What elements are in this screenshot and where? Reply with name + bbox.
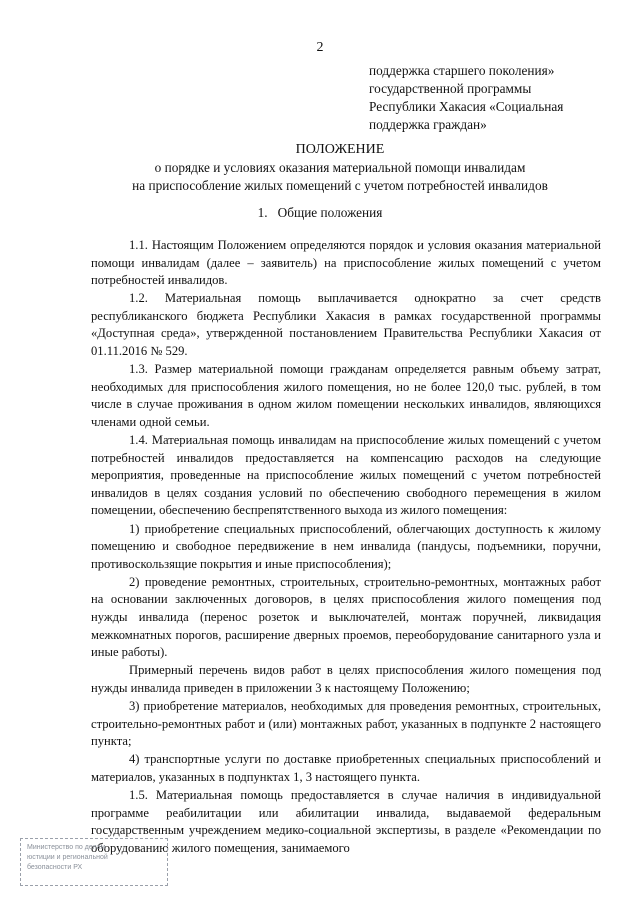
list-item-4: 4) транспортные услуги по доставке приобретенных специальных приспособлений и материалов, указанных в подпунктах 1, 3 настоящего пункта. <box>91 752 601 784</box>
document-title: ПОЛОЖЕНИЕ <box>295 142 385 157</box>
header-line: поддержка граждан» <box>369 117 487 132</box>
stamp-line: безопасности РХ <box>27 864 83 871</box>
paragraph-1-5: 1.5. Материальная помощь предоставляется в случае наличия в индивидуальной программе реабилитации или абилитации инвалида, выдаваемой федеральным государственным учреждением медико-социальной экспертизы, в разделе «Рекомендации по оборудованию жилого помещения, занимаемого <box>91 787 601 855</box>
page-number: 2 <box>316 40 324 55</box>
paragraph-1-4: 1.4. Материальная помощь инвалидам на приспособление жилых помещений с учетом потребностей инвалидов предоставляется на компенсацию расходов на следующие мероприятия, проведенные на приспособление жилых помещений с учетом потребностей инвалидов в целях создания условий по обеспечению свободного перемещения в жилом помещении, обеспечению беспрепятственного выхода из жилого помещения: <box>91 433 601 518</box>
paragraph-1-1: 1.1. Настоящим Положением определяются порядок и условия оказания материальной помощи инвалидам (далее – заявитель) на приспособление жилых помещений с учетом потребностей инвалидов. <box>91 238 601 288</box>
paragraph-1-3: 1.3. Размер материальной помощи гражданам определяется равным объему затрат, необходимых для приспособления жилого помещения, но не более 120,0 тыс. рублей, в том числе в случае проживания в одном жилом помещении нескольких инвалидов, являющихся членами одной семьи. <box>91 362 601 429</box>
list-note: Примерный перечень видов работ в целях приспособления жилого помещения под нужды инвалида приведен в приложении 3 к настоящему Положению; <box>91 663 601 695</box>
section-heading: 1. Общие положения <box>257 205 383 220</box>
registration-stamp <box>20 838 168 886</box>
document-subtitle-line: на приспособление жилых помещений с учетом потребностей инвалидов <box>132 178 548 193</box>
document-subtitle-line: о порядке и условиях оказания материальной помощи инвалидам <box>154 160 526 175</box>
paragraph-1-2: 1.2. Материальная помощь выплачивается однократно за счет средств республиканского бюджета Республики Хакасия в рамках государственной программы «Доступная среда», утвержденной постановлением Правительства Республики Хакасия от 01.11.2016 № 529. <box>91 291 601 359</box>
header-line: государственной программы <box>369 81 532 96</box>
stamp-line: юстиции и региональной <box>27 854 108 861</box>
header-line: Республики Хакасия «Социальная <box>369 99 564 114</box>
list-item-3: 3) приобретение материалов, необходимых для проведения ремонтных, строительных, строительно-ремонтных работ и (или) монтажных работ, указанных в подпункте 2 настоящего пункта; <box>91 698 601 749</box>
appendix-header <box>369 62 609 134</box>
stamp-line: Министерство по делам <box>27 844 106 851</box>
title-block <box>60 141 620 195</box>
list-item-1: 1) приобретение специальных приспособлений, облегчающих доступность к жилому помещению и свободное передвижение в нем инвалида (пандусы, подъемники, поручни, противоскользящие покрытия и иные приспособления); <box>91 521 601 571</box>
document-body <box>91 237 601 857</box>
header-line: поддержка старшего поколения» <box>369 63 555 78</box>
list-item-2: 2) проведение ремонтных, строительных, строительно-ремонтных, монтажных работ на основании заключенных договоров, в целях приспособления жилого помещения под нужды инвалида (перенос розеток и выключателей, монтаж поручней, ликвидация межкомнатных порогов, расширение дверных проемов, переоборудование санитарного узла и иные работы). <box>91 574 601 660</box>
